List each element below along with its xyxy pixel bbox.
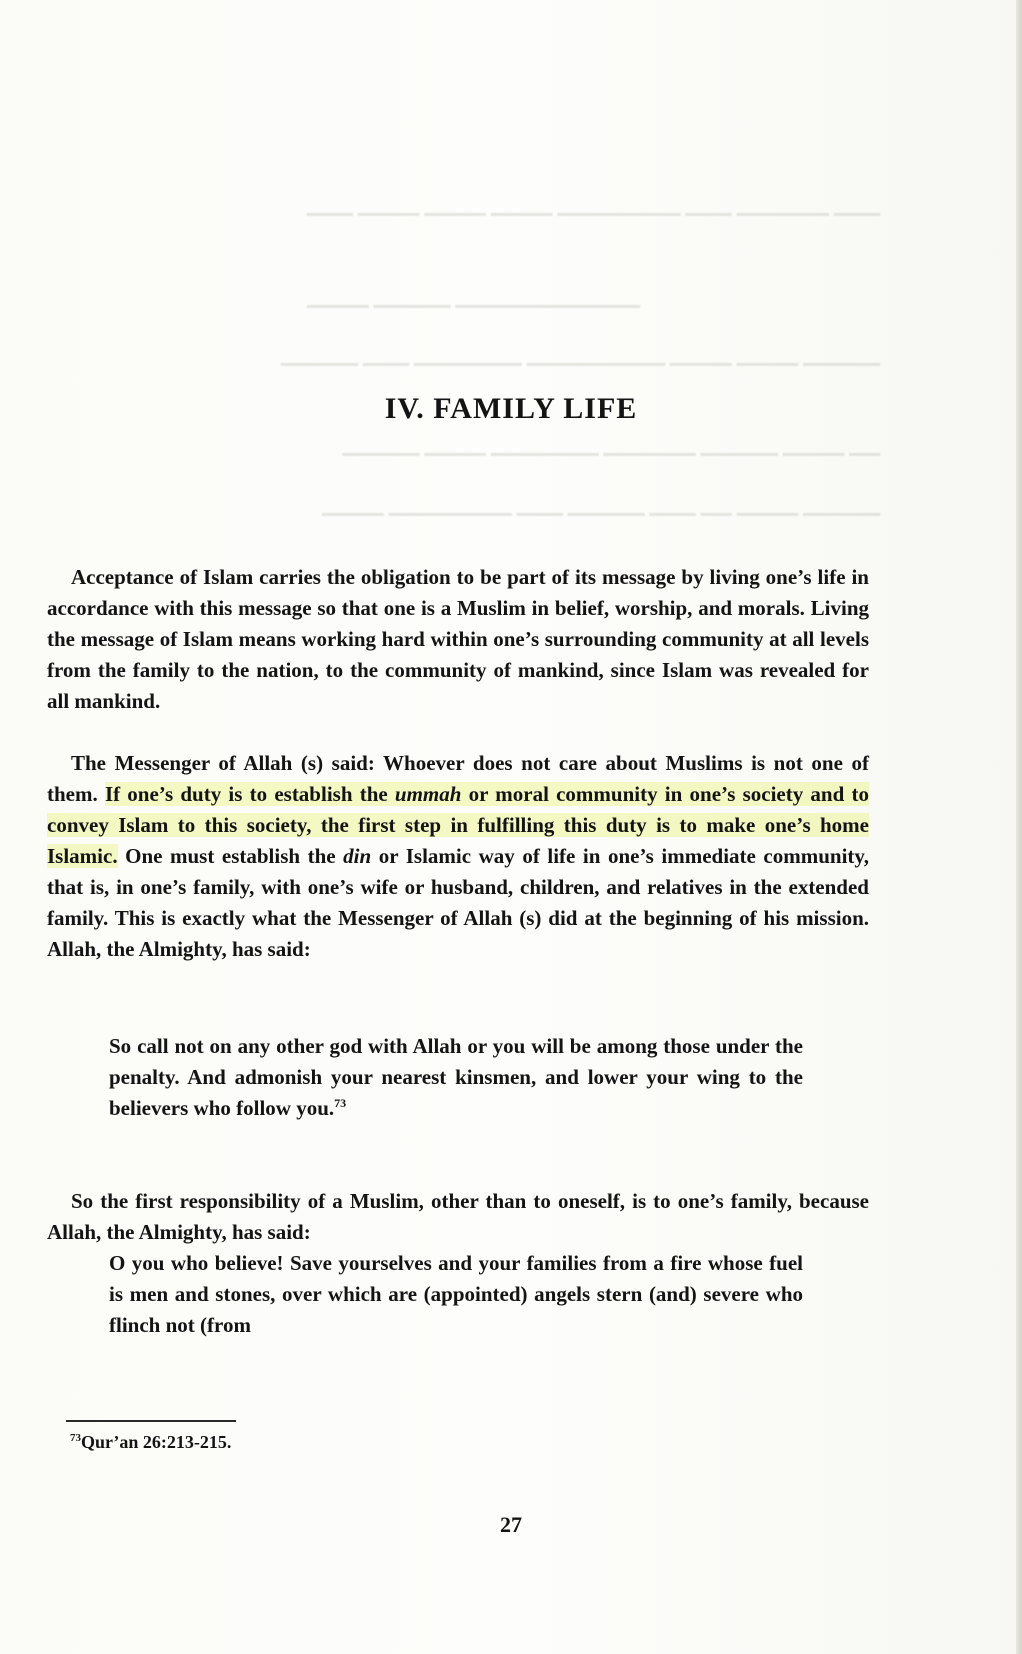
quote-1 [109, 1031, 803, 1124]
bleed-through-line: ▁▁▁ ▁▁▁▁▁▁ ▁▁▁ ▁▁▁▁▁▁▁▁ ▁▁▁▁ ▁▁▁▁ ▁▁▁▁ ▁▁▁ [306, 194, 880, 216]
quote-2: O you who believe! Save yourselves and your families from a fire whose fuel is men and stones, over which are (appointed) angels stern (and) severe who flinch not (from [109, 1251, 803, 1337]
paragraph-3: So the first responsibility of a Muslim, other than to oneself, is to one’s family, because Allah, the Almighty, has said: [47, 1189, 869, 1244]
term-din: din [343, 844, 372, 868]
term-ummah: ummah [394, 782, 462, 806]
footnote-number: 73 [70, 1432, 81, 1444]
highlight-text-a: If one’s duty is to establish the [104, 782, 395, 806]
paragraph-2-intro: The Messenger of Allah (s) said: Whoever does not care about Muslims is not one of them. [47, 751, 869, 806]
bleed-through-line: ▁▁▁▁▁▁▁▁▁▁▁▁ ▁▁▁▁▁ ▁▁▁▁ [307, 286, 640, 308]
paragraph-1: Acceptance of Islam carries the obligation to be part of its message by living one’s life in accordance with this message so that one is a Muslim in belief, worship, and morals. Living the message of Islam means working hard within one’s surrounding community at all levels from the family to the nation, to the community of mankind, since Islam was revealed for all mankind. [47, 565, 869, 713]
page-number: 27 [500, 1512, 522, 1537]
footnote-text: Qur’an 26:213-215. [81, 1432, 232, 1452]
bleed-through-line: ▁▁ ▁▁▁▁ ▁▁▁▁▁ ▁▁▁▁▁▁ ▁▁▁▁▁▁▁ ▁▁▁▁ ▁▁▁▁▁ [342, 434, 880, 456]
footnote-divider [66, 1420, 236, 1422]
bleed-through-line: ▁▁▁▁▁ ▁▁▁▁ ▁▁ ▁▁▁ ▁▁▁▁▁ ▁▁▁ ▁▁▁▁▁▁▁▁ ▁▁▁▁ [322, 494, 880, 516]
paragraph-2-text-a: One must establish the [117, 844, 344, 868]
paragraph-2-text-b: or Islamic way of life in one’s immediate community, that is, in one’s family, with one’s wife or husband, children, and relatives in the extended family. This is exactly what the Messenger of Allah (s) did at the beginning of his mission. Allah, the Almighty, has said: [47, 844, 869, 961]
bleed-through-line: ▁▁▁▁▁ ▁▁▁▁ ▁▁▁▁ ▁▁▁▁▁▁▁▁▁ ▁▁▁▁▁▁▁ ▁▁▁ ▁▁▁▁▁ [280, 344, 880, 366]
paragraph-2 [47, 748, 869, 965]
footnote-ref: 73 [334, 1096, 347, 1110]
chapter-title: IV. FAMILY LIFE [384, 392, 638, 425]
highlight-text-b: or moral community in one’s society and to convey Islam to this society, the first step in fulfilling this duty is to make one’s home Islamic. [47, 782, 869, 868]
page-edge [1016, 0, 1022, 1654]
footnote [70, 1432, 231, 1453]
quote-1-text: So call not on any other god with Allah or you will be among those under the penalty. And admonish your nearest kinsmen, and lower your wing to the believers who follow you. [109, 1034, 803, 1120]
